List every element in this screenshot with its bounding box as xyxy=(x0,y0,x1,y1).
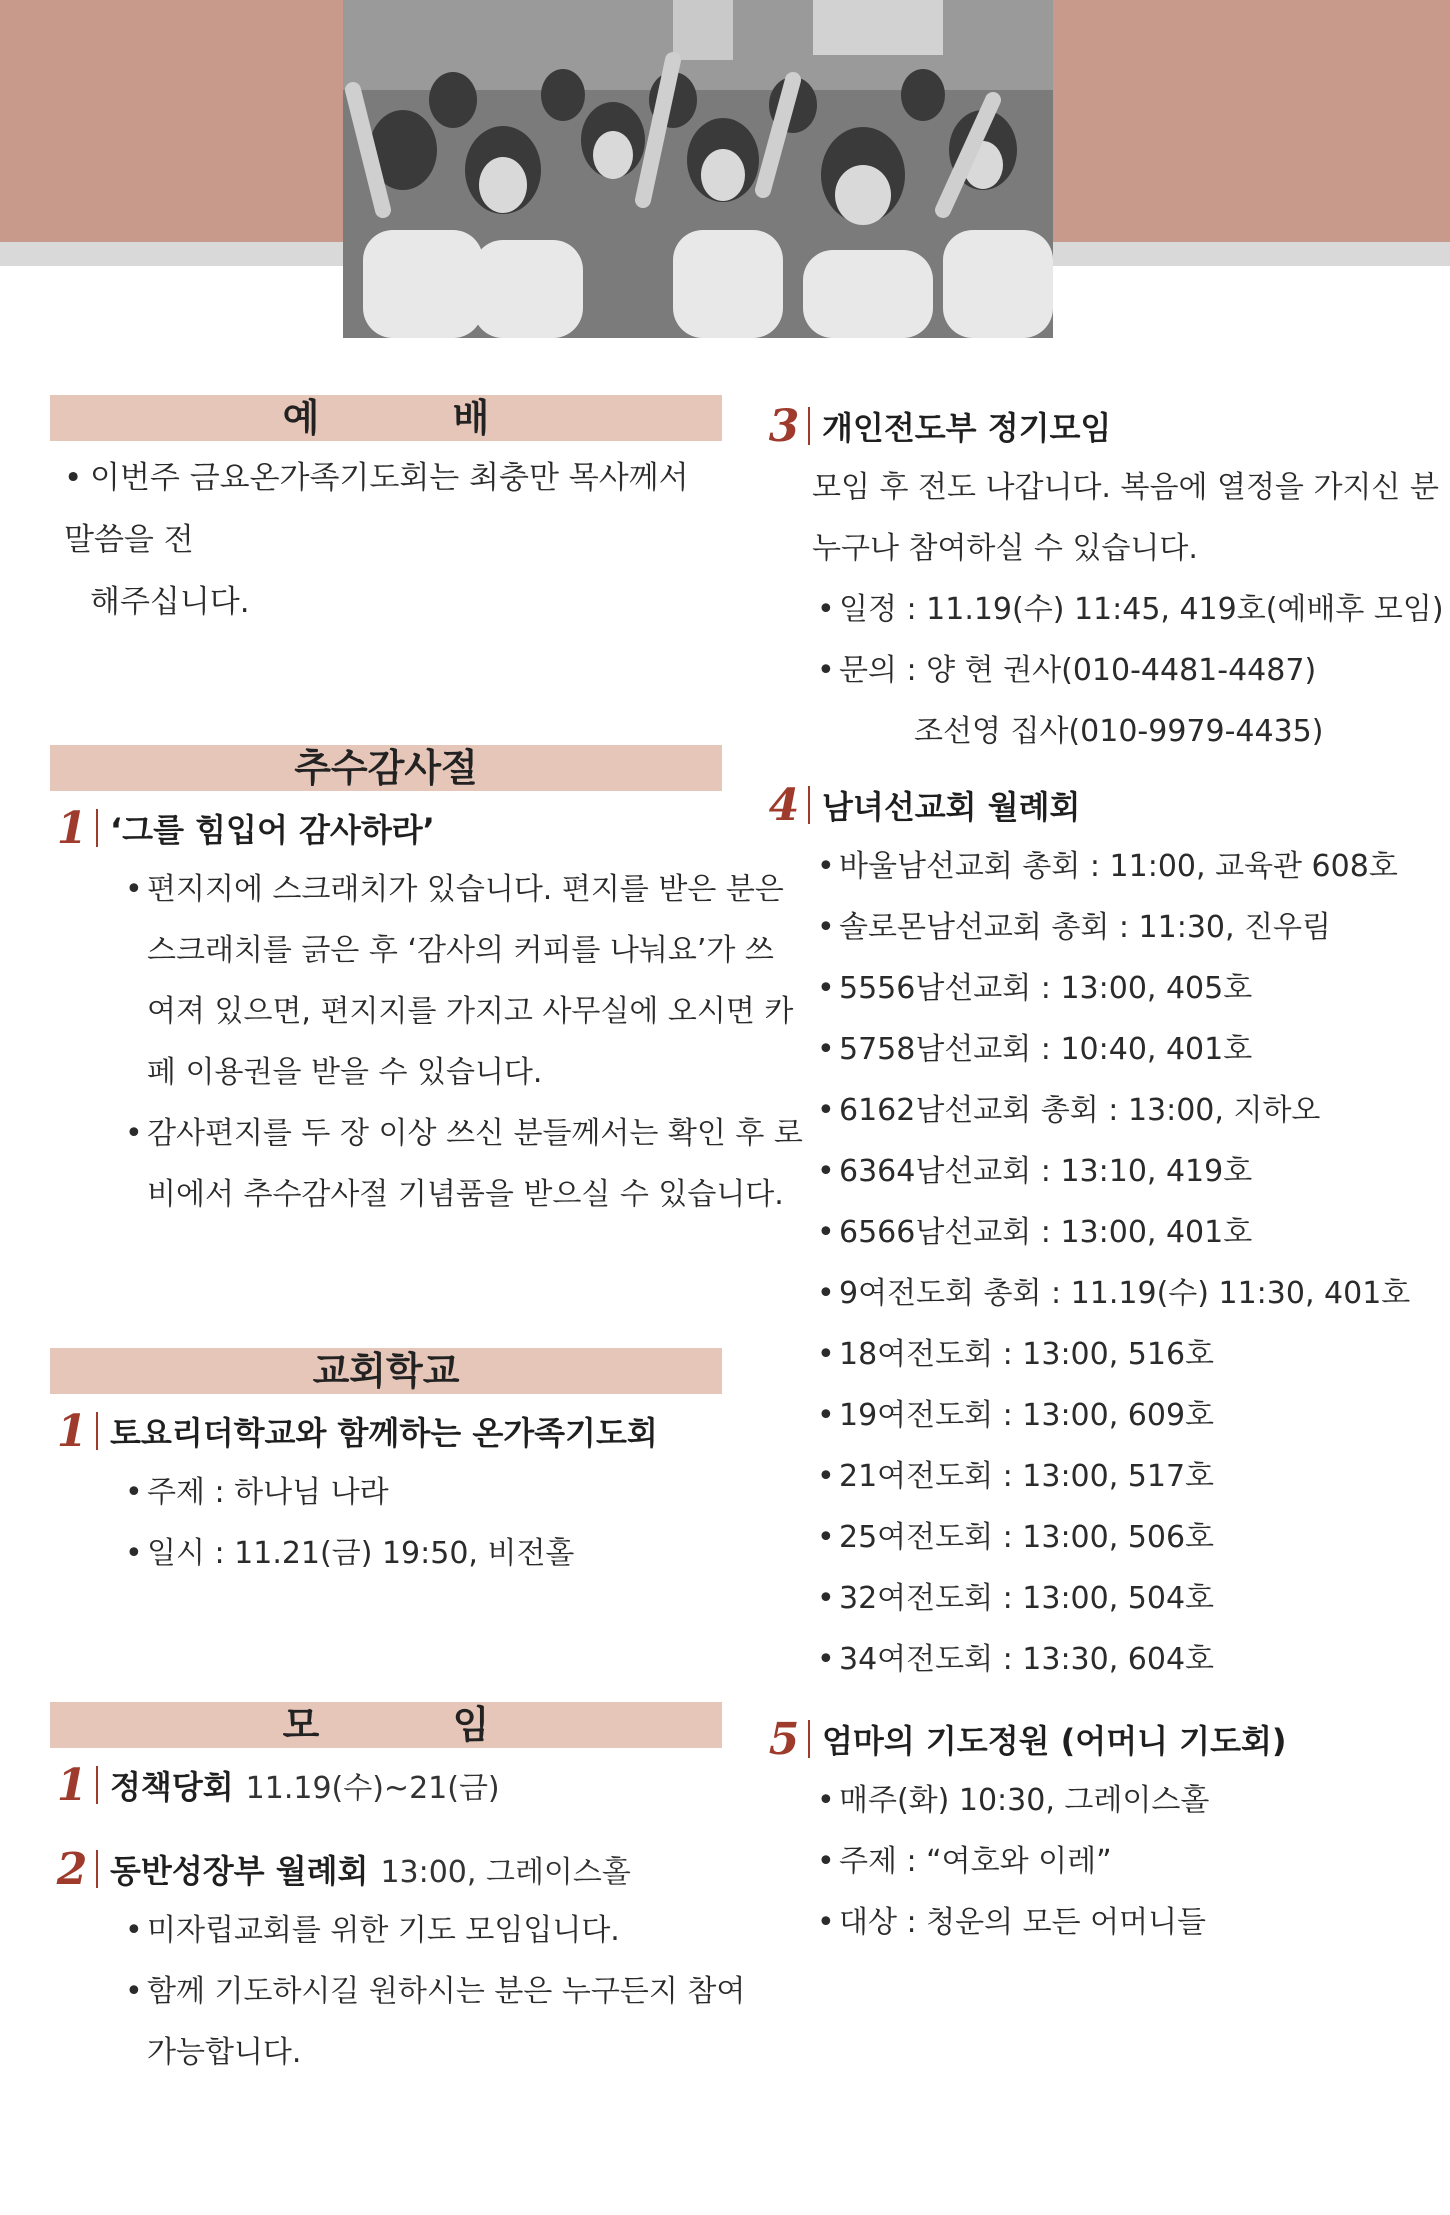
bullet-text: 9여전도회 총회 : 11.19(수) 11:30, 401호 xyxy=(839,1276,1411,1311)
item-number: 1 xyxy=(56,1759,88,1811)
bullet-text: 솔로몬남선교회 총회 : 11:30, 진우림 xyxy=(839,910,1332,945)
bullet-text: 21여전도회 : 13:00, 517호 xyxy=(839,1459,1215,1494)
bullet-symbol: • xyxy=(125,1116,143,1151)
bullet-line xyxy=(125,859,784,920)
item-detail: 13:00, 그레이스홀 xyxy=(380,1855,631,1890)
bullet-line xyxy=(817,1831,1412,1892)
bullet-text: 편지지에 스크래치가 있습니다. 편지를 받은 분은 xyxy=(147,872,784,907)
bullet-line xyxy=(817,1202,1412,1263)
meeting-item-1 xyxy=(50,1754,722,1816)
bullet-symbol: • xyxy=(817,1276,835,1311)
bullet-line xyxy=(125,1462,722,1523)
bullet-text: 감사편지를 두 장 이상 쓰신 분들께서는 확인 후 로 xyxy=(147,1116,803,1151)
bullet-symbol: • xyxy=(817,849,835,884)
bullet-line xyxy=(817,1568,1412,1629)
bullet-text: 32여전도회 : 13:00, 504호 xyxy=(839,1581,1215,1616)
number-divider xyxy=(808,1720,810,1758)
item-title: 정책당회 xyxy=(110,1768,234,1806)
bullet-symbol: • xyxy=(817,1093,835,1128)
bullet-text: 6566남선교회 : 13:00, 401호 xyxy=(839,1215,1253,1250)
bullet-line xyxy=(817,1446,1412,1507)
thanksgiving-bullets xyxy=(50,859,803,1225)
bullet-symbol: • xyxy=(125,872,143,907)
number-divider xyxy=(96,1766,98,1804)
bullet-continuation: 가능합니다. xyxy=(147,2035,302,2070)
school-bullets xyxy=(50,1462,722,1584)
bullet-text: 주제 : “여호와 이레” xyxy=(839,1844,1112,1879)
bullet-symbol: • xyxy=(817,910,835,945)
bullet-text: 함께 기도하시길 원하시는 분은 누구든지 참여 xyxy=(147,1974,746,2009)
bullet-continuation: 페 이용권을 받을 수 있습니다. xyxy=(147,1055,543,1090)
section-title-thanksgiving: 추수감사절 xyxy=(50,745,722,791)
worship-line: 해주십니다. xyxy=(90,584,250,620)
bullet-line xyxy=(817,1019,1412,1080)
bullet-line xyxy=(817,1507,1412,1568)
bullet-text: 5758남선교회 : 10:40, 401호 xyxy=(839,1032,1253,1067)
meeting-3-contact-2: 조선영 집사(010-9979-4435) xyxy=(914,714,1324,749)
bullet-line xyxy=(817,1324,1412,1385)
right-column xyxy=(762,395,1444,1953)
bullet-line xyxy=(125,1523,722,1584)
section-title-school: 교회학교 xyxy=(50,1348,722,1394)
header-photo xyxy=(343,0,1053,338)
meeting-3-description: 누구나 참여하실 수 있습니다. xyxy=(812,531,1198,566)
item-title: 개인전도부 정기모임 xyxy=(822,409,1112,447)
bullet-symbol: • xyxy=(817,1844,835,1879)
item-number: 3 xyxy=(768,400,800,452)
bullet-symbol: • xyxy=(817,971,835,1006)
bullet-line xyxy=(817,1080,1412,1141)
bullet-text: 바울남선교회 총회 : 11:00, 교육관 608호 xyxy=(839,849,1398,884)
meeting-5-bullets xyxy=(762,1770,1412,1953)
meeting-item-3 xyxy=(762,395,1412,457)
bullet-symbol: • xyxy=(817,1581,835,1616)
thanksgiving-item-1 xyxy=(50,797,722,859)
bullet-line xyxy=(817,579,1444,640)
left-column xyxy=(50,395,803,2083)
bullet-text: 6162남선교회 총회 : 13:00, 지하오 xyxy=(839,1093,1321,1128)
bullet-symbol: • xyxy=(817,1154,835,1189)
bullet-symbol: • xyxy=(125,1536,143,1571)
item-number: 4 xyxy=(768,779,800,831)
bullet-symbol: • xyxy=(125,1475,143,1510)
bullet-symbol: • xyxy=(125,1913,143,1948)
meeting-4-bullets xyxy=(762,836,1412,1690)
item-title: 토요리더학교와 함께하는 온가족기도회 xyxy=(110,1414,658,1452)
bullet-symbol: • xyxy=(817,1783,835,1818)
bullet-symbol: • xyxy=(817,1398,835,1433)
bullet-text: 34여전도회 : 13:30, 604호 xyxy=(839,1642,1215,1677)
bullet-continuation: 비에서 추수감사절 기념품을 받으실 수 있습니다. xyxy=(147,1177,784,1212)
item-number: 2 xyxy=(56,1843,88,1895)
bullet-line xyxy=(817,1385,1412,1446)
item-detail: 11.19(수)~21(금) xyxy=(245,1771,500,1806)
bullet-text: 미자립교회를 위한 기도 모임입니다. xyxy=(147,1913,620,1948)
bullet-text: 일시 : 11.21(금) 19:50, 비전홀 xyxy=(147,1536,575,1571)
meeting-item-2 xyxy=(50,1838,722,1900)
item-title: 동반성장부 월례회 xyxy=(110,1852,369,1890)
bullet-line xyxy=(817,640,1412,701)
bullet-text: 문의 : 양 현 권사(010-4481-4487) xyxy=(839,653,1317,688)
bullet-line xyxy=(125,1900,722,1961)
bullet-text: 6364남선교회 : 13:10, 419호 xyxy=(839,1154,1253,1189)
bullet-text: 대상 : 청운의 모든 어머니들 xyxy=(839,1905,1207,1940)
meeting-item-5 xyxy=(762,1708,1412,1770)
crowd-photo-illustration xyxy=(343,0,1053,338)
bullet-symbol: • xyxy=(817,592,835,627)
bullet-line xyxy=(817,1770,1412,1831)
bullet-line xyxy=(817,897,1412,958)
bullet-line xyxy=(125,1103,803,1164)
school-item-1 xyxy=(50,1400,722,1462)
bullet-symbol: • xyxy=(817,653,835,688)
bullet-text: 5556남선교회 : 13:00, 405호 xyxy=(839,971,1253,1006)
bullet-symbol: • xyxy=(125,1974,143,2009)
meeting-3-description: 모임 후 전도 나갑니다. 복음에 열정을 가지신 분 xyxy=(812,470,1439,505)
bullet-symbol: • xyxy=(817,1215,835,1250)
item-title: ‘그를 힘입어 감사하라’ xyxy=(110,811,435,849)
bullet-text: 25여전도회 : 13:00, 506호 xyxy=(839,1520,1215,1555)
item-number: 1 xyxy=(56,802,88,854)
section-title-meetings: 모 임 xyxy=(50,1702,722,1748)
number-divider xyxy=(96,1412,98,1450)
bullet-symbol: • xyxy=(817,1642,835,1677)
section-title-worship: 예 배 xyxy=(50,395,722,441)
bullet-text: 18여전도회 : 13:00, 516호 xyxy=(839,1337,1215,1372)
bullet-text: 19여전도회 : 13:00, 609호 xyxy=(839,1398,1215,1433)
bullet-line xyxy=(817,1892,1412,1953)
item-number: 1 xyxy=(56,1405,88,1457)
bullet-symbol: • xyxy=(817,1032,835,1067)
item-number: 5 xyxy=(768,1713,800,1765)
bullet-line xyxy=(817,958,1412,1019)
bullet-text: 매주(화) 10:30, 그레이스홀 xyxy=(839,1783,1210,1818)
bullet-text: 일정 : 11.19(수) 11:45, 419호(예배후 모임) xyxy=(839,592,1444,627)
bullet-symbol: • xyxy=(64,460,83,496)
number-divider xyxy=(808,407,810,445)
bullet-symbol: • xyxy=(817,1459,835,1494)
bullet-text: 주제 : 하나님 나라 xyxy=(147,1475,389,1510)
bullet-symbol: • xyxy=(817,1337,835,1372)
meeting-3-bullets xyxy=(762,579,1444,701)
bullet-line xyxy=(125,1961,746,2022)
bullet-line xyxy=(817,1629,1412,1690)
bullet-line xyxy=(817,1263,1412,1324)
item-title: 남녀선교회 월례회 xyxy=(822,788,1081,826)
worship-notice xyxy=(50,447,722,633)
bullet-continuation: 여져 있으면, 편지지를 가지고 사무실에 오시면 카 xyxy=(147,994,794,1029)
meeting-2-bullets xyxy=(50,1900,746,2083)
number-divider xyxy=(96,1850,98,1888)
meeting-item-4 xyxy=(762,774,1412,836)
worship-line: 이번주 금요온가족기도회는 최충만 목사께서 말씀을 전 xyxy=(64,460,689,558)
item-title: 엄마의 기도정원 (어머니 기도회) xyxy=(822,1722,1287,1760)
bullet-line xyxy=(817,836,1412,897)
bullet-symbol: • xyxy=(817,1520,835,1555)
bullet-line xyxy=(817,1141,1412,1202)
bullet-symbol: • xyxy=(817,1905,835,1940)
number-divider xyxy=(808,786,810,824)
number-divider xyxy=(96,809,98,847)
bullet-continuation: 스크래치를 긁은 후 ‘감사의 커피를 나눠요’가 쓰 xyxy=(147,933,774,968)
